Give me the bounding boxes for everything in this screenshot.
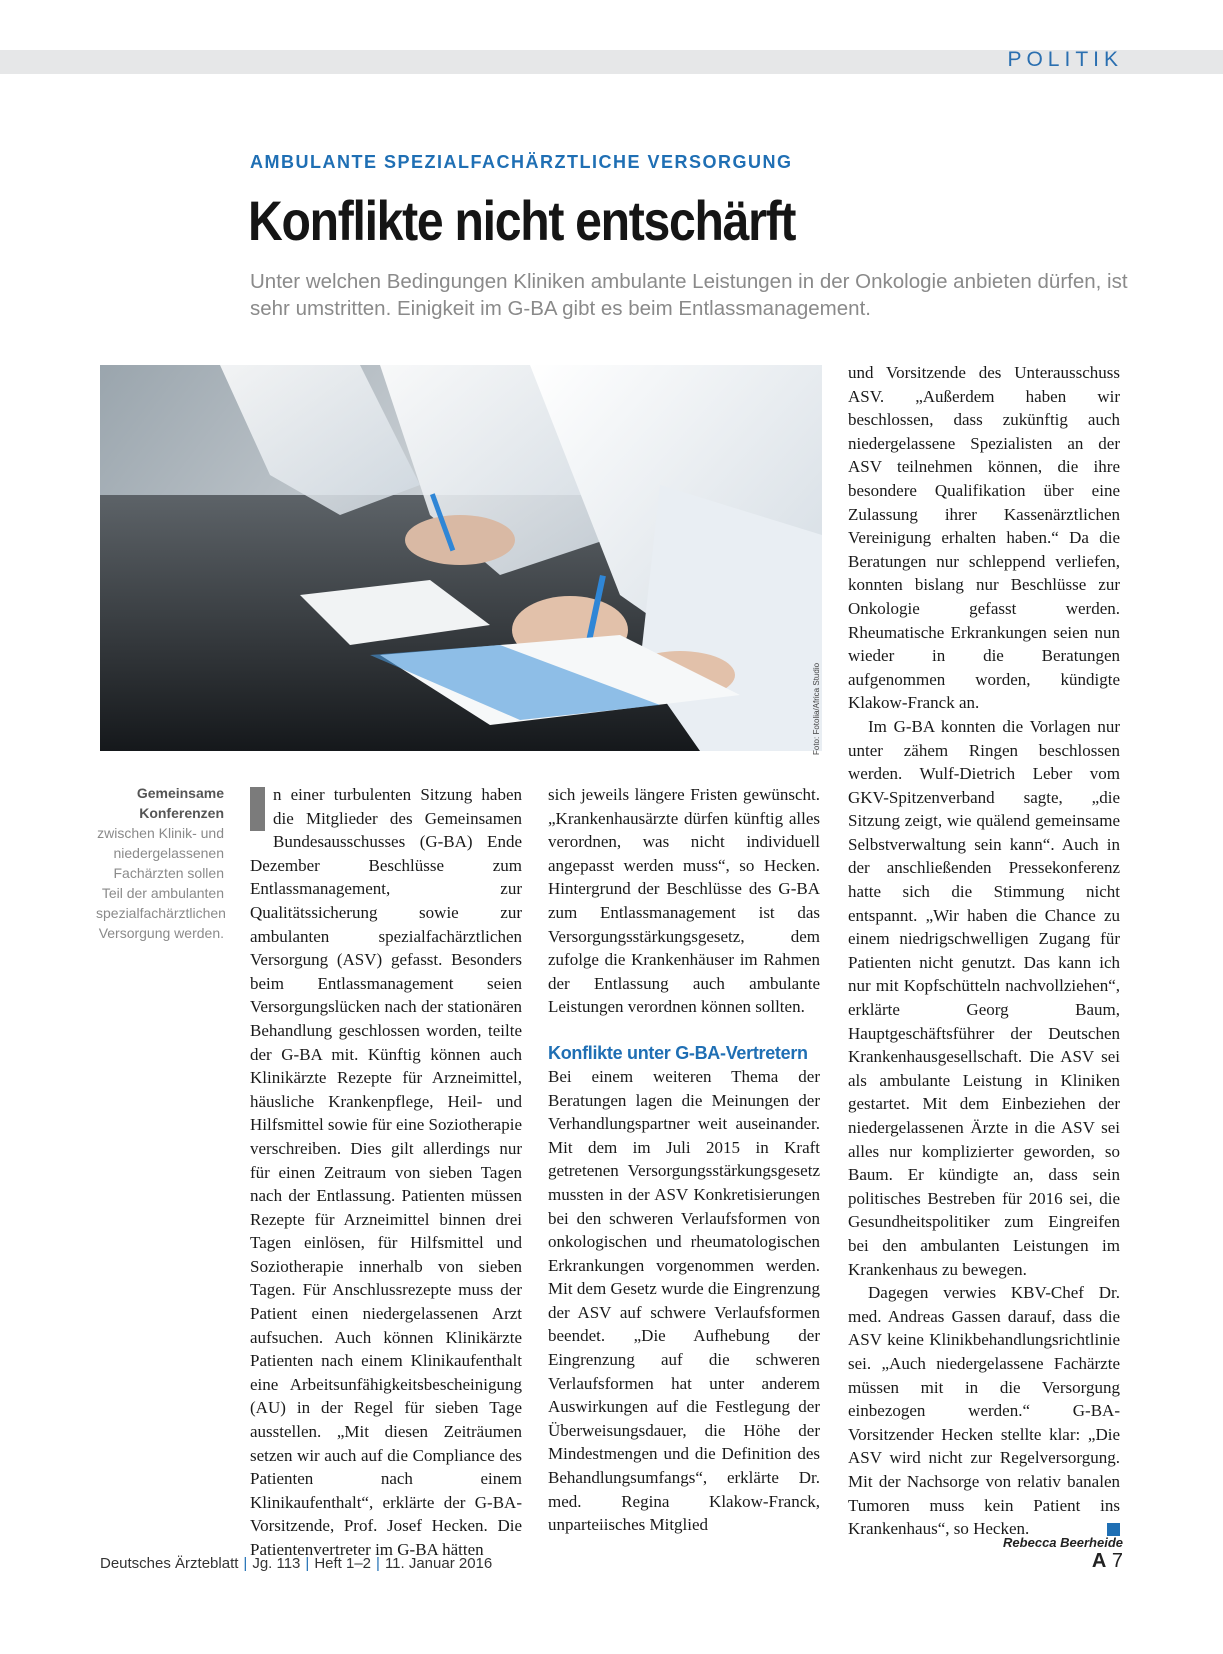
article-kicker: AMBULANTE SPEZIALFACHÄRZTLICHE VERSORGUNG <box>250 152 793 172</box>
paragraph: Bei einem weiteren Thema der Beratungen lagen die Meinungen der Verhandlungspartner weit auseinander. Mit dem im Juli 2015 in Kraft getretenen Versorgungsstärkungsgesetz mussten in der ASV Konkretisierungen bei den schweren Verlaufsformen von onkologischen und rheumatologischen Erkrankungen vorgenommen werden. Mit dem Gesetz wurde die Eingrenzung der ASV auf schwere Verlaufsformen beendet. „Die Aufhebung der Eingrenzung auf die schweren Verlaufsformen hat unter anderem Auswirkungen auf die Festlegung der Überweisungsdauer, die Höhe der Mindestmengen und die Definition des Behandlungsumfangs“, erklärte Dr. med. Regina Klakow-Franck, unparteiisches Mitglied <box>548 1066 820 1535</box>
section-label: POLITIK <box>1007 48 1123 71</box>
journal-issue: Heft 1–2 <box>314 1555 372 1572</box>
paragraph-text: Dagegen verwies KBV-Chef Dr. med. Andreas Gassen darauf, dass die ASV keine Klinikbehandlungsrichtlinie sei. „Auch niedergelassene Fachärzte müssen mit in die Versorgung einbezogen werden.“ G-BA-Vorsitzender Hecken stellte klar: „Die ASV wird nicht zur Regelversorgung. Mit der Nachsorge von relativ banalen Tumoren muss kein Patient ins Krankenhaus“, so Hecken. <box>848 1283 1120 1539</box>
page-number <box>1092 1550 1123 1573</box>
paragraph: sich jeweils längere Fristen gewünscht. „Krankenhausärzte dürfen künftig alles verordnen, was nicht individuell angepasst werden muss“, so Hecken. Hintergrund der Beschlüsse des G-BA zum Entlassmanagement ist das Versorgungsstärkungsgesetz, dem zufolge die Krankenhäuser im Rahmen der Entlassung auch ambulante Leistungen verordnen können sollten. <box>548 785 820 1017</box>
journal-date: 11. Januar 2016 <box>384 1555 493 1572</box>
separator-icon: | <box>243 1555 248 1572</box>
page-footer <box>100 1555 492 1572</box>
caption-text: zwischen Klinik- und niedergelassenen Fachärzten sollen Teil der ambulanten spezialfachärztlichen Versorgung werden. <box>96 825 226 941</box>
article-column-3 <box>848 361 1120 1541</box>
article-photo <box>100 365 822 751</box>
drop-cap <box>250 787 265 831</box>
photo-caption <box>96 783 224 943</box>
journal-volume: Jg. 113 <box>252 1555 301 1572</box>
author-name: Rebecca Beerheide <box>1003 1535 1123 1550</box>
separator-icon: | <box>376 1555 380 1572</box>
photo-credit: Foto: Fotolia/Africa Studio <box>812 662 821 755</box>
article-lead: Unter welchen Bedingungen Kliniken ambulante Leistungen in der Onkologie anbieten dürfen, ist sehr umstritten. Einigkeit im G-BA gibt es beim Entlassmanagement. <box>250 270 1128 320</box>
page-prefix: A <box>1091 1550 1107 1572</box>
caption-bold: Gemeinsame Konferenzen <box>136 785 224 821</box>
paragraph: n einer turbulenten Sitzung haben die Mitglieder des Gemeinsamen Bundesausschusses (G-BA) Ende Dezember Beschlüsse zum Entlassmanagement, zur Qualitätssicherung sowie zur ambulanten spezialfachärztlichen Versorgung (ASV) gefasst. Besonders beim Entlassmanagement seien Versorgungslücken nach der stationären Behandlung geschlossen worden, teilte der G-BA mit. Künftig können auch Klinikärzte Rezepte für Arzneimittel, häusliche Krankenpflege, Heil- und Hilfsmittel sowie für eine Soziotherapie verschreiben. Dies gilt allerdings nur für einen Zeitraum von sieben Tagen nach der Entlassung. Patienten müssen Rezepte für Arzneimittel binnen drei Tagen einlösen, für Hilfsmittel und Soziotherapie innerhalb von sieben Tagen. Für Anschlussrezepte muss der Patient einen niedergelassenen Arzt aufsuchen. Auch können Klinikärzte Patienten nach einem Klinikaufenthalt eine Arbeitsunfähigkeitsbescheinigung (AU) in der Regel für sieben Tage ausstellen. „Mit diesen Zeiträumen setzen wir auch auf die Compliance des Patienten nach einem Klinikaufenthalt“, erklärte der G-BA-Vorsitzende, Prof. Josef Hecken. Die Patientenvertreter im G-BA hätten <box>250 785 522 1559</box>
article-column-1 <box>250 783 522 1562</box>
paragraph: und Vorsitzende des Unterausschuss ASV. „Außerdem haben wir beschlossen, dass zukünftig auch niedergelassene Spezialisten an der ASV teilnehmen können, die ihre besondere Qualifikation über eine Zulassung ihrer Kassenärztlichen Vereinigung erhalten haben.“ Da die Beratungen nur schleppend verliefen, konnten bislang nur Beschlüsse zur Onkologie gefasst werden. Rheumatische Erkrankungen seien nun wieder in die Beratungen aufgenommen worden, kündigte Klakow-Franck an. <box>848 363 1120 713</box>
journal-name: Deutsches Ärzteblatt <box>100 1555 239 1572</box>
paragraph: Im G-BA konnten die Vorlagen nur unter zähem Ringen beschlossen werden. Wulf-Dietrich Leber vom GKV-Spitzenverband sagte, „die Sitzung zeigt, wie quälend gemeinsame Selbstverwaltung sein kann“. Auch in der anschließenden Pressekonferenz hatte sich die Stimmung nicht entspannt. „Wir haben die Chance zu einem niedrigschwelligen Zugang für Patienten nicht genutzt. Das kann ich nur mit Kopfschütteln nachvollziehen“, erklärte Georg Baum, Hauptgeschäftsführer der Deutschen Krankenhausgesellschaft. Die ASV sei als ambulante Leistung in Kliniken gestartet. Mit dem Einbeziehen der niedergelassenen Ärzte in die ASV sei alles nur komplizierter geworden, so Baum. Er kündigte an, dass sein politisches Bestreben für 2016 sei, die Gesundheitspolitiker zum Eingreifen bei den ambulanten Leistungen im Krankenhaus zu bewegen. <box>848 716 1120 1279</box>
article-headline: Konflikte nicht entschärft <box>248 189 796 252</box>
article-subhead: Konflikte unter G-BA-Vertretern <box>548 1042 808 1063</box>
article-column-2 <box>548 783 820 1537</box>
page-number-value: 7 <box>1111 1550 1123 1572</box>
paragraph-last <box>848 1281 1120 1541</box>
separator-icon: | <box>305 1555 310 1572</box>
